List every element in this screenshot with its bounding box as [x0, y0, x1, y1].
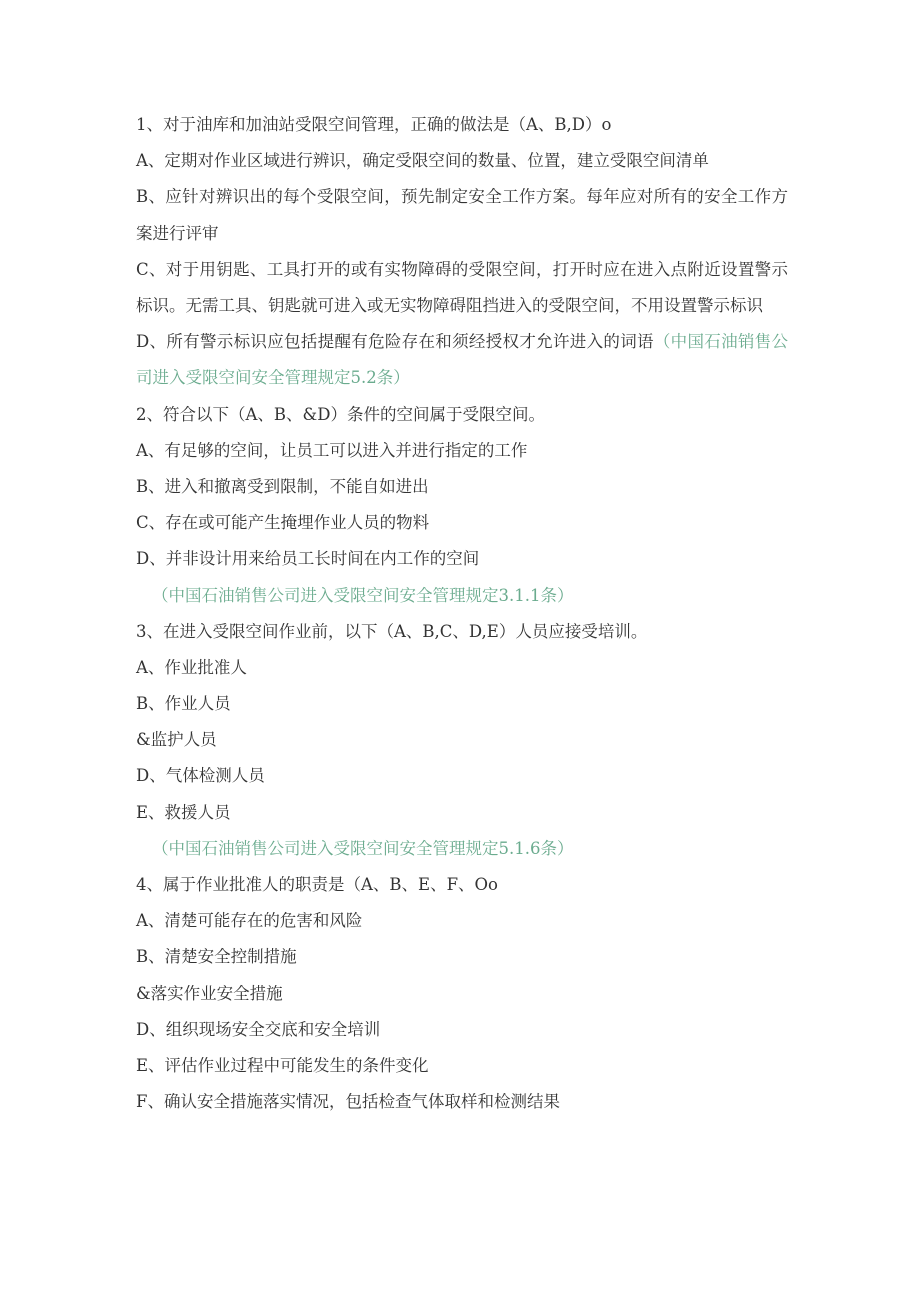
question-option: D、所有警示标识应包括提醒有危险存在和须经授权才允许进入的词语 [136, 332, 654, 352]
question-option: A、作业批准人 [136, 657, 247, 677]
question-stem: 1、对于油库和加油站受限空间管理，正确的做法是（A、B,D）o [136, 115, 612, 134]
question-option: A、有足够的空间，让员工可以进入并进行指定的工作 [136, 440, 528, 460]
question-option: &监护人员 [136, 730, 217, 750]
question-option: B、应针对辨识出的每个受限空间，预先制定安全工作方案。每年应对所有的安全工作方案进行评审 [136, 187, 788, 243]
question-option: D、气体检测人员 [136, 766, 265, 786]
question-option: D、组织现场安全交底和安全培训 [136, 1019, 381, 1039]
question-stem: 3、在进入受限空间作业前，以下（A、B,C、D,E）人员应接受培训。 [136, 621, 648, 641]
question-option: C、对于用钥匙、工具打开的或有实物障碍的受限空间，打开时应在进入点附近设置警示标识。无需工具、钥匙就可进入或无实物障碍阻挡进入的受限空间，不用设置警示标识 [136, 259, 788, 315]
question-stem: 4、属于作业批准人的职责是（A、B、E、F、Oo [136, 875, 498, 895]
question-option: C、存在或可能产生掩埋作业人员的物料 [136, 513, 430, 533]
question-option: E、救援人员 [136, 802, 231, 822]
question-option-with-reference [136, 324, 788, 396]
question-option: B、清楚安全控制措施 [136, 947, 297, 967]
regulation-reference: （中国石油销售公司进入受限空间安全管理规定5.1.6条） [152, 838, 574, 858]
question-stem: 2、符合以下（A、B、&D）条件的空间属于受限空间。 [136, 404, 545, 424]
question-option: E、评估作业过程中可能发生的条件变化 [136, 1055, 429, 1075]
question-option: A、定期对作业区域进行辨识，确定受限空间的数量、位置，建立受限空间清单 [136, 151, 709, 171]
question-option: F、确认安全措施落实情况，包括检查气体取样和检测结果 [136, 1092, 560, 1112]
document-body [136, 107, 788, 1120]
question-option: D、并非设计用来给员工长时间在内工作的空间 [136, 549, 480, 569]
regulation-reference: （中国石油销售公司进入受限空间安全管理规定3.1.1条） [152, 585, 574, 605]
question-option: &落实作业安全措施 [136, 983, 283, 1003]
regulation-reference: （中国石油销售公司进入受限空间安全管理规定5.2条） [136, 332, 788, 388]
question-option: B、作业人员 [136, 694, 231, 714]
question-option: A、清楚可能存在的危害和风险 [136, 911, 363, 931]
question-option: B、进入和撤离受到限制，不能自如进出 [136, 476, 429, 496]
